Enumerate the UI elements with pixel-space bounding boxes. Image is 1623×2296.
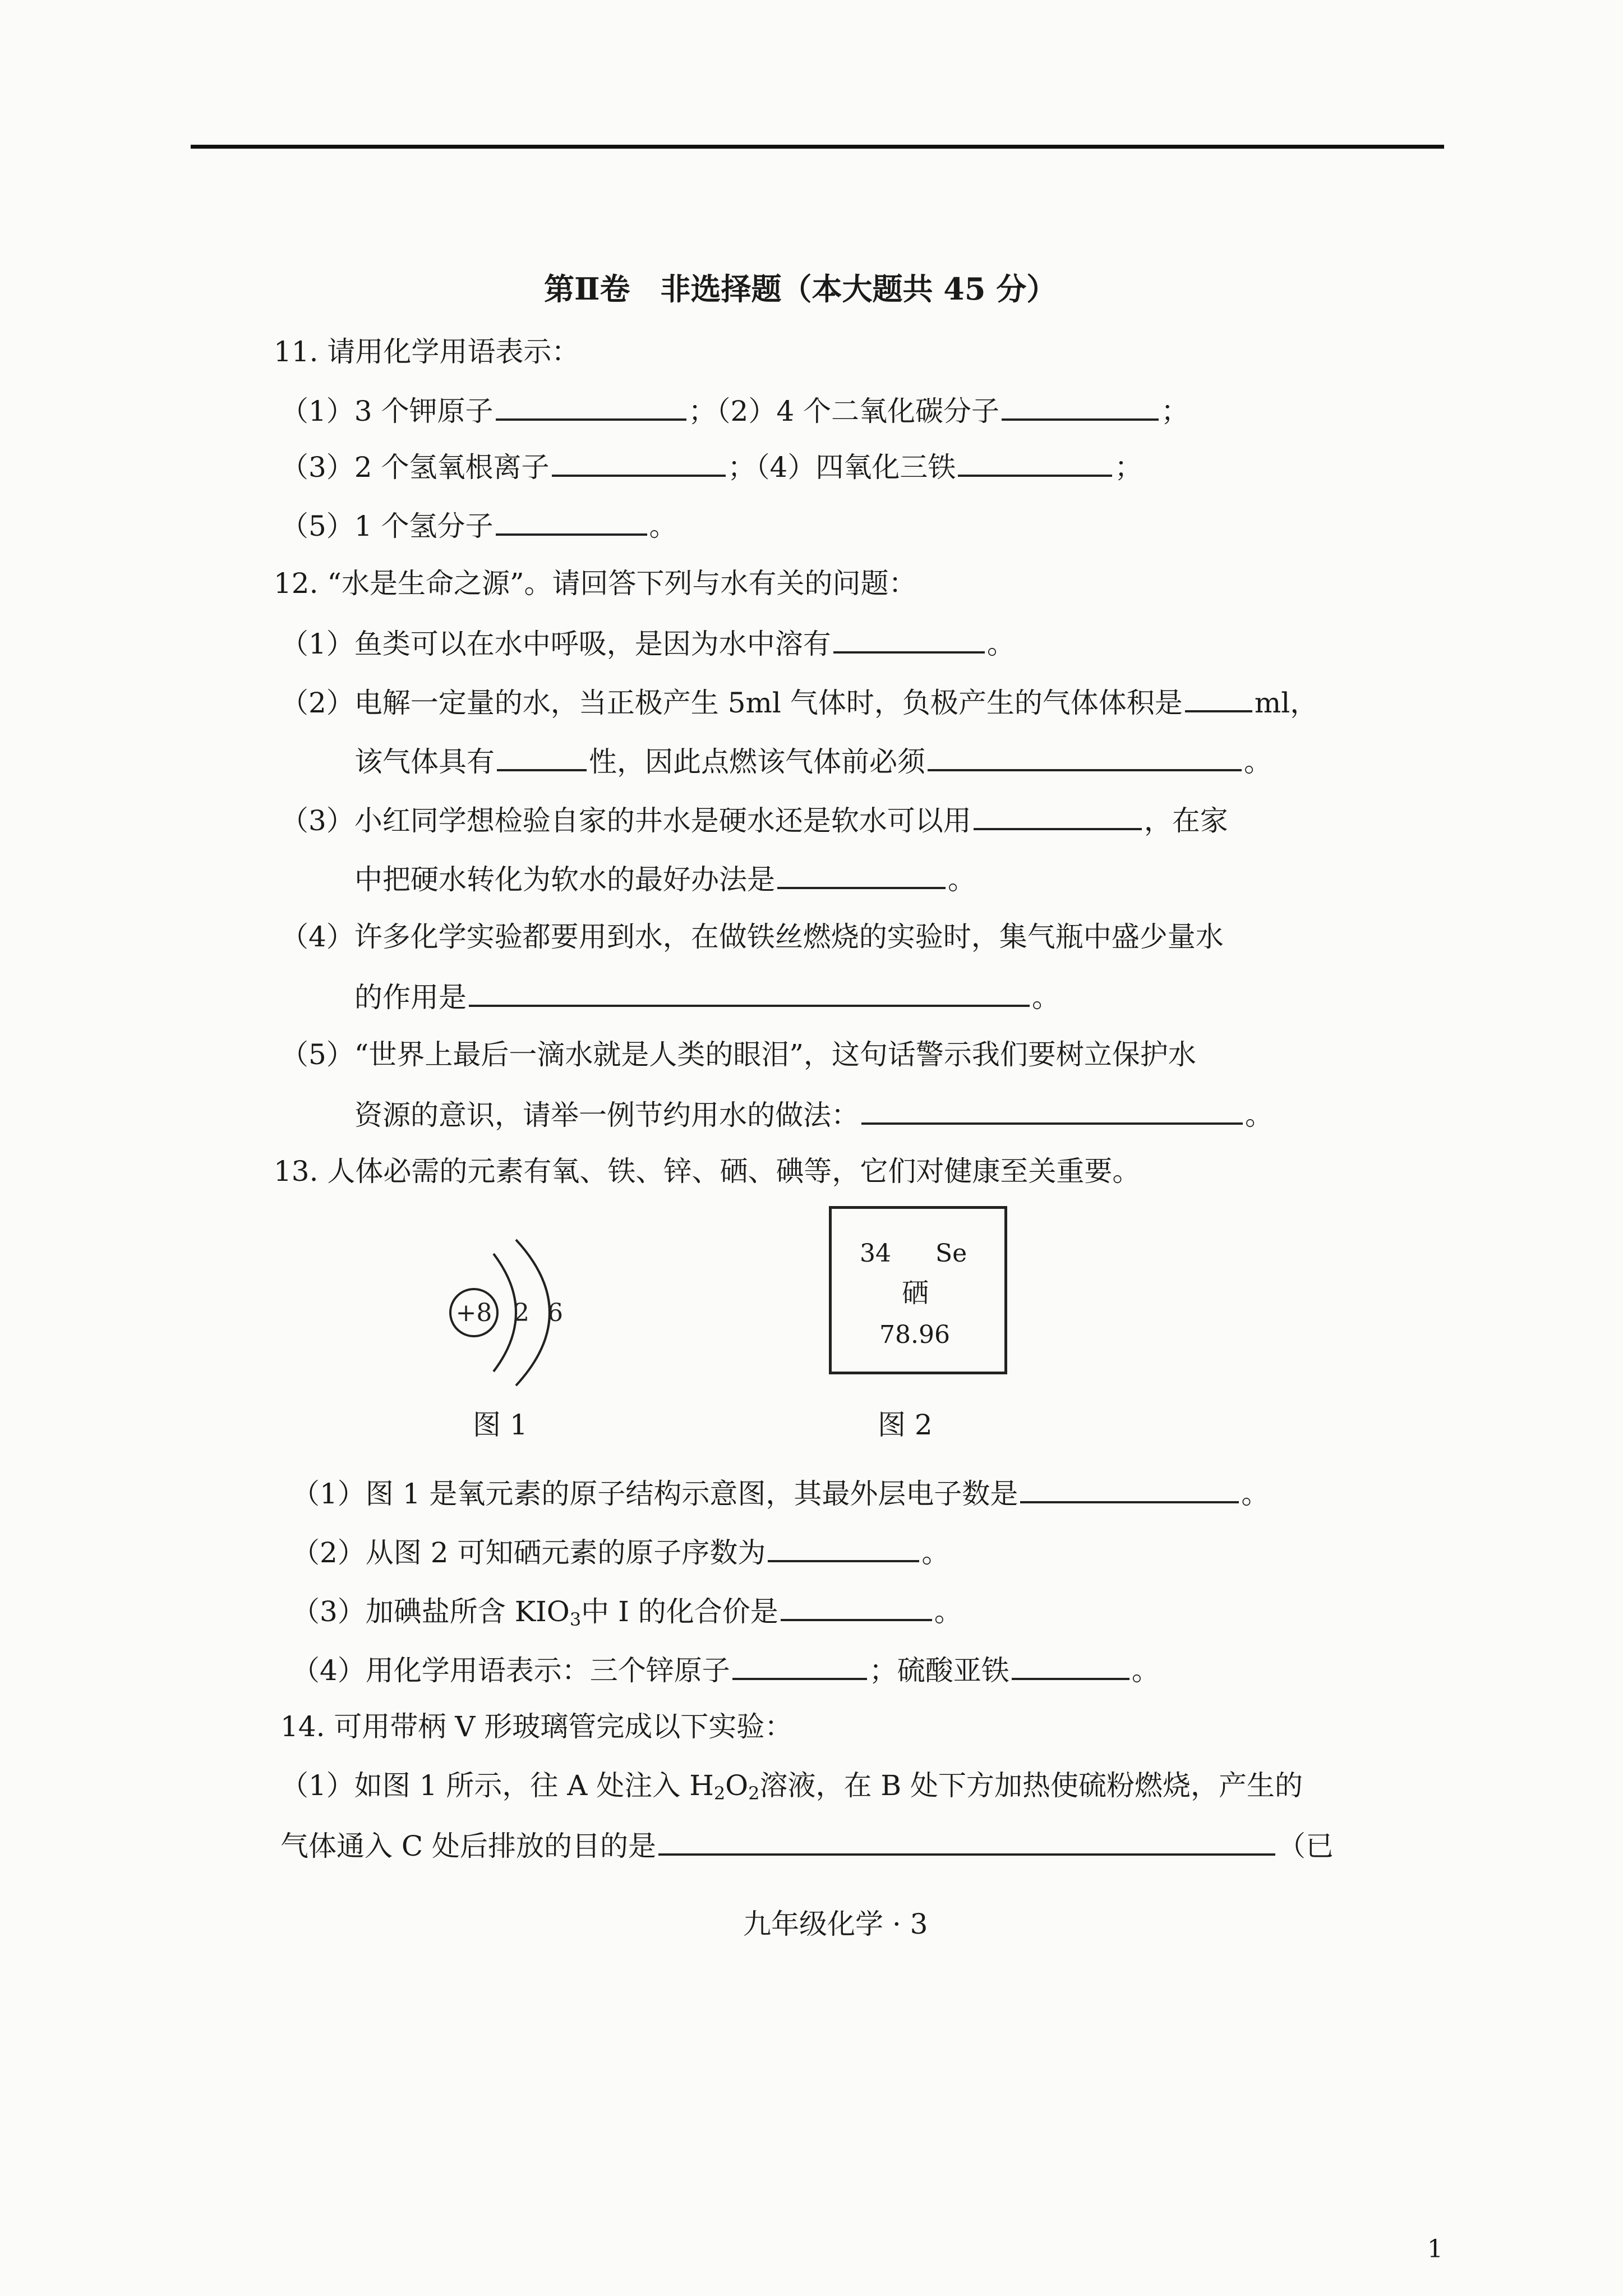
answer-blank[interactable] xyxy=(1020,1475,1239,1503)
q14-part1: （1）如图 1 所示，往 A 处注入 H xyxy=(280,1769,714,1802)
q12-line3: （3）小红同学想检验自家的井水是硬水还是软水可以用 ，在家 xyxy=(280,802,1228,838)
q12-line5b: 资源的意识，请举一例节约用水的做法： 。 xyxy=(354,1097,1273,1132)
q12-part1: （1）鱼类可以在水中呼吸，是因为水中溶有 xyxy=(280,628,831,660)
q11-part3: （3）2 个氢氧根离子 xyxy=(280,451,550,484)
q12-line4 xyxy=(280,920,1224,954)
page-footer: 九年级化学 · 3 xyxy=(743,1908,928,1940)
q11-line2: （3）2 个氢氧根离子 ；（4）四氧化三铁 ； xyxy=(280,449,1142,484)
answer-blank[interactable] xyxy=(496,393,686,421)
answer-blank[interactable] xyxy=(958,449,1112,477)
answer-blank[interactable] xyxy=(1002,393,1159,421)
q12-line3b: 中把硬水转化为软水的最好办法是 。 xyxy=(354,861,976,896)
answer-blank[interactable] xyxy=(833,625,985,654)
q12-line2b: 该气体具有 性，因此点燃该气体前必须 。 xyxy=(354,743,1272,779)
q12-part4: （4）许多化学实验都要用到水，在做铁丝燃烧的实验时，集气瓶中盛少量水 xyxy=(280,921,1224,953)
answer-blank[interactable] xyxy=(768,1534,919,1562)
q12-line4b: 的作用是 。 xyxy=(354,979,1060,1014)
shell2-electrons: 6 xyxy=(547,1299,563,1327)
q11-part5: （5）1 个氢分子 xyxy=(280,510,494,542)
figure2-caption: 图 2 xyxy=(878,1409,933,1441)
answer-blank[interactable] xyxy=(777,861,946,889)
q14-stem: 14. 可用带柄 V 形玻璃管完成以下实验： xyxy=(280,1710,793,1743)
element-symbol: Se xyxy=(935,1239,967,1268)
q11-line3: （5）1 个氢分子 。 xyxy=(280,508,677,543)
element-name: 硒 xyxy=(902,1277,929,1309)
q12-line1: （1）鱼类可以在水中呼吸，是因为水中溶有 。 xyxy=(280,625,1015,661)
q13-line3: （3）加碘盐所含 $KIO_3$中 I 的化合价是 。 xyxy=(292,1593,962,1628)
answer-blank[interactable] xyxy=(496,508,647,536)
top-rule xyxy=(191,145,1444,149)
answer-blank[interactable] xyxy=(1012,1652,1129,1680)
q11-line1: （1）3 个钾原子 ；（2）4 个二氧化碳分子 ； xyxy=(280,393,1189,428)
answer-blank[interactable] xyxy=(1185,684,1252,712)
q12-stem: 12. “水是生命之源”。请回答下列与水有关的问题： xyxy=(274,567,917,600)
atom-structure-diagram xyxy=(432,1228,600,1397)
answer-blank[interactable] xyxy=(928,743,1242,771)
q11-stem: 11. 请用化学用语表示： xyxy=(274,335,580,368)
q12-line5 xyxy=(280,1038,1196,1071)
q14-line1b: 气体通入 C 处后排放的目的是 （已 xyxy=(280,1828,1334,1863)
q11-part4: （4）四氧化三铁 xyxy=(755,451,956,484)
q13-part1: （1）图 1 是氧元素的原子结构示意图，其最外层电子数是 xyxy=(292,1478,1018,1510)
q13-part4: （4）用化学用语表示：三个锌原子 xyxy=(292,1654,730,1687)
nucleus-charge: +8 xyxy=(455,1299,492,1327)
q11-part1: （1）3 个钾原子 xyxy=(280,395,494,427)
q13-part3: （3）加碘盐所含 KIO xyxy=(292,1595,570,1628)
q12-part3: （3）小红同学想检验自家的井水是硬水还是软水可以用 xyxy=(280,804,971,837)
answer-blank[interactable] xyxy=(658,1828,1275,1856)
q13-line4: （4）用化学用语表示：三个锌原子 ；硫酸亚铁 。 xyxy=(292,1652,1160,1687)
q13-line1: （1）图 1 是氧元素的原子结构示意图，其最外层电子数是 。 xyxy=(292,1475,1269,1511)
q12-part2: （2）电解一定量的水，当正极产生 5ml 气体时，负极产生的气体体积是 xyxy=(280,687,1183,719)
q13-line2: （2）从图 2 可知硒元素的原子序数为 。 xyxy=(292,1534,949,1570)
page-number: 1 xyxy=(1427,2235,1443,2263)
q14-line1: （1）如图 1 所示，往 A 处注入 $H_2O_2$溶液，在 B 处下方加热使硫粉燃烧，产生的 xyxy=(280,1769,1303,1804)
answer-blank[interactable] xyxy=(552,449,726,477)
atomic-number: 34 xyxy=(860,1239,891,1268)
q13-stem: 13. 人体必需的元素有氧、铁、锌、硒、碘等，它们对健康至关重要。 xyxy=(274,1155,1141,1188)
shell1-electrons: 2 xyxy=(514,1299,529,1327)
answer-blank[interactable] xyxy=(781,1593,932,1621)
section-title: 第Ⅱ卷 非选择题（本大题共 45 分） xyxy=(544,271,1057,307)
periodic-table-cell xyxy=(829,1206,1007,1374)
answer-blank[interactable] xyxy=(861,1097,1243,1125)
answer-blank[interactable] xyxy=(732,1652,867,1680)
answer-blank[interactable] xyxy=(497,743,587,771)
q12-part5: （5）“世界上最后一滴水就是人类的眼泪”，这句话警示我们要树立保护水 xyxy=(280,1038,1196,1071)
q13-part2: （2）从图 2 可知硒元素的原子序数为 xyxy=(292,1536,766,1569)
answer-blank[interactable] xyxy=(469,979,1030,1007)
answer-blank[interactable] xyxy=(974,802,1142,830)
figure1-caption: 图 1 xyxy=(473,1409,528,1441)
atomic-mass: 78.96 xyxy=(879,1320,950,1349)
q11-part2: （2）4 个二氧化碳分子 xyxy=(716,395,1000,427)
q12-line2: （2）电解一定量的水，当正极产生 5ml 气体时，负极产生的气体体积是 ml， xyxy=(280,684,1318,720)
